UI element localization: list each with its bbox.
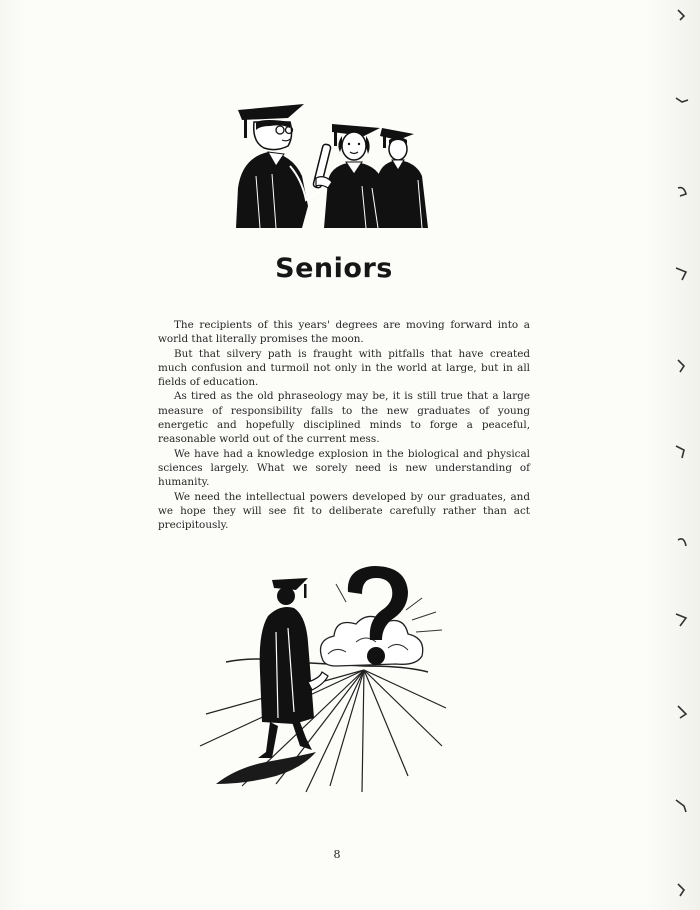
paragraph-5: We need the intellectual powers developed by our graduates, and we hope they will see fit to deliberate carefully rather than act precipitously.	[158, 490, 530, 532]
graduate-middle	[313, 124, 386, 228]
page-number: 8	[333, 848, 341, 861]
page-title: Seniors	[275, 253, 393, 284]
question-mark-illustration	[196, 562, 454, 794]
paragraph-2: But that silvery path is fraught with pitfalls that have created much confusion and turmoil not only in the world at large, but in all fields of education.	[158, 347, 530, 389]
graduates-illustration	[232, 96, 436, 232]
paragraph-4: We have had a knowledge explosion in the biological and physical sciences largely. What we sorely need is new understanding of humanity.	[158, 447, 530, 489]
paragraph-3: As tired as the old phraseology may be, it is still true that a large measure of responsibility falls to the new graduates of young energetic and hopefully disciplined minds to forge a peaceful, reasonable world out of the current mess.	[158, 390, 530, 446]
paragraph-1: The recipients of this years' degrees are moving forward into a world that literally promises the moon.	[158, 319, 530, 346]
binder-edge-marks	[670, 0, 700, 910]
graduate-left	[236, 104, 318, 228]
article-body	[158, 318, 530, 532]
